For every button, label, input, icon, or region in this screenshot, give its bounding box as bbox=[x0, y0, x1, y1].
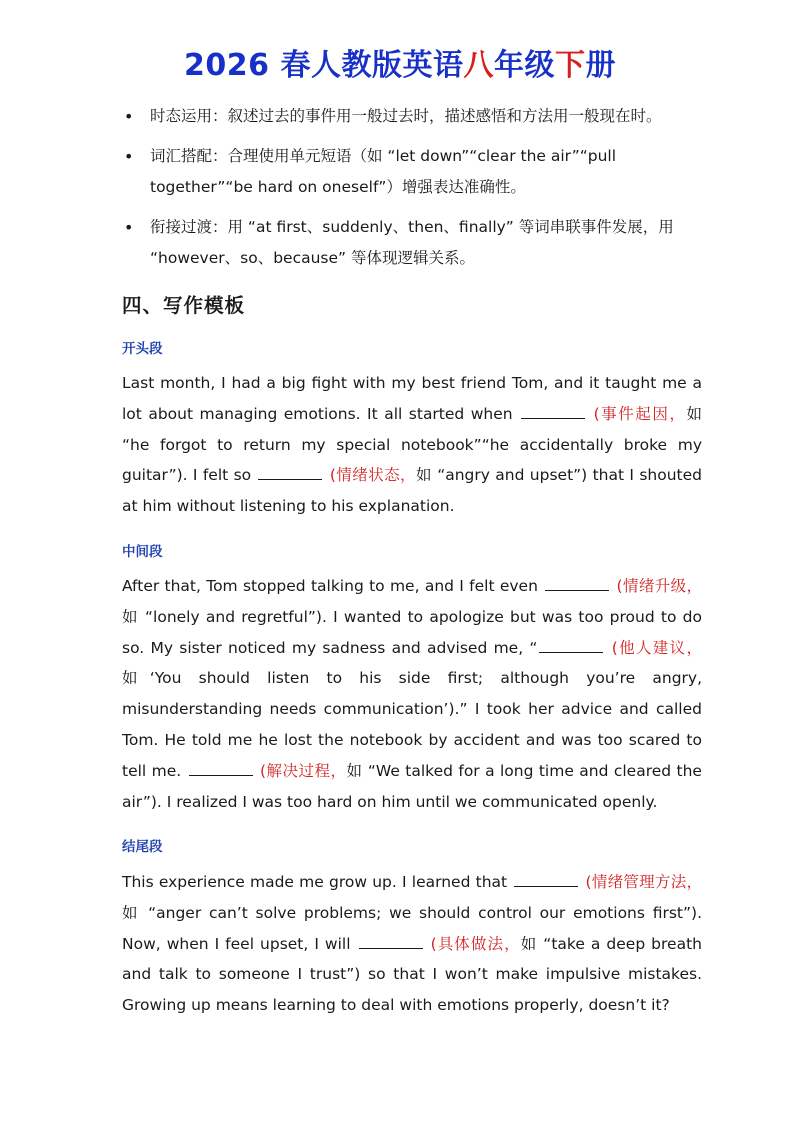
paragraph-text: 如 “We talked for a long time and cleared the air”). I realized I was too hard on him until we communicated openly. bbox=[122, 761, 702, 811]
fill-blank bbox=[359, 930, 423, 949]
list-item-text: 时态运用：叙述过去的事件用一般过去时，描述感悟和方法用一般现在时。 bbox=[150, 107, 662, 125]
fill-blank bbox=[189, 757, 253, 776]
ending-label: 结尾段 bbox=[122, 839, 163, 855]
paragraph-text: 如‘You should listen to his side first; although you’re angry, misunderstanding needs communication’).” I took her advice and called Tom. He told me he lost the notebook by accident and was too scared to tell me. bbox=[122, 669, 702, 780]
paragraph-text: 如 “lonely and regretful”). I wanted to apologize but was too proud to do so. My sister noticed my sadness and advised me, “ bbox=[122, 607, 702, 657]
ending-paragraph bbox=[122, 867, 702, 1021]
middle-paragraph bbox=[122, 571, 702, 817]
hint-text: (事件起因， bbox=[593, 404, 687, 423]
title-part-3: 年级 bbox=[493, 48, 555, 83]
fill-blank bbox=[258, 461, 322, 480]
opening-label: 开头段 bbox=[122, 341, 163, 357]
fill-blank bbox=[545, 572, 609, 591]
title-part-4: 下 bbox=[554, 48, 586, 83]
paragraph-text: 如 “angry and upset”) that I shouted at him without listening to his explanation. bbox=[122, 466, 702, 516]
hint-text: (解决过程， bbox=[260, 761, 347, 780]
middle-label: 中间段 bbox=[122, 544, 163, 560]
hint-text: (具体做法， bbox=[430, 934, 521, 953]
tips-list bbox=[124, 101, 714, 283]
page-title bbox=[0, 46, 800, 86]
paragraph-text: 如 “he forgot to return my special notebook”“he accidentally broke my guitar”). I felt so bbox=[122, 404, 702, 485]
paragraph-text: 如 “anger can’t solve problems; we should control our emotions first”). Now, when I feel upset, I will bbox=[122, 903, 702, 953]
hint-text: (情绪状态， bbox=[329, 466, 416, 485]
opening-paragraph bbox=[122, 368, 702, 522]
paragraph-text: This experience made me grow up. I learned that bbox=[122, 873, 513, 891]
title-part-5: 册 bbox=[585, 48, 616, 83]
paragraph-text: After that, Tom stopped talking to me, and I felt even bbox=[122, 577, 544, 595]
section-heading: 四、写作模板 bbox=[122, 294, 246, 317]
bullet-icon: • bbox=[124, 147, 134, 166]
hint-text: (情绪管理方法， bbox=[585, 873, 702, 891]
bullet-icon: • bbox=[124, 107, 134, 126]
paragraph-text: Last month, I had a big fight with my best friend Tom, and it taught me a lot about managing emotions. It all started when bbox=[122, 374, 702, 423]
list-item bbox=[124, 101, 714, 132]
fill-blank bbox=[514, 868, 578, 887]
title-part-2: 八 bbox=[463, 48, 494, 83]
hint-text: (他人建议， bbox=[611, 638, 702, 657]
paragraph-text: 如 “take a deep breath and talk to someone I trust”) so that I won’t make impulsive mistakes. Growing up means learning to deal with emotions properly, doesn’t it? bbox=[122, 934, 702, 1015]
fill-blank bbox=[521, 400, 585, 419]
bullet-icon: • bbox=[124, 218, 134, 237]
list-item bbox=[124, 212, 714, 274]
list-item-text: 衔接过渡：用 “at first、suddenly、then、finally” 等词串联事件发展，用 “however、so、because” 等体现逻辑关系。 bbox=[150, 218, 674, 267]
hint-text: (情绪升级， bbox=[616, 577, 702, 595]
title-part-1: 2026 春人教版英语 bbox=[184, 48, 464, 83]
list-item bbox=[124, 141, 714, 203]
fill-blank bbox=[539, 634, 603, 653]
list-item-text: 词汇搭配：合理使用单元短语（如 “let down”“clear the air”“pull together”“be hard on oneself”）增强表达准确性。 bbox=[150, 147, 617, 196]
